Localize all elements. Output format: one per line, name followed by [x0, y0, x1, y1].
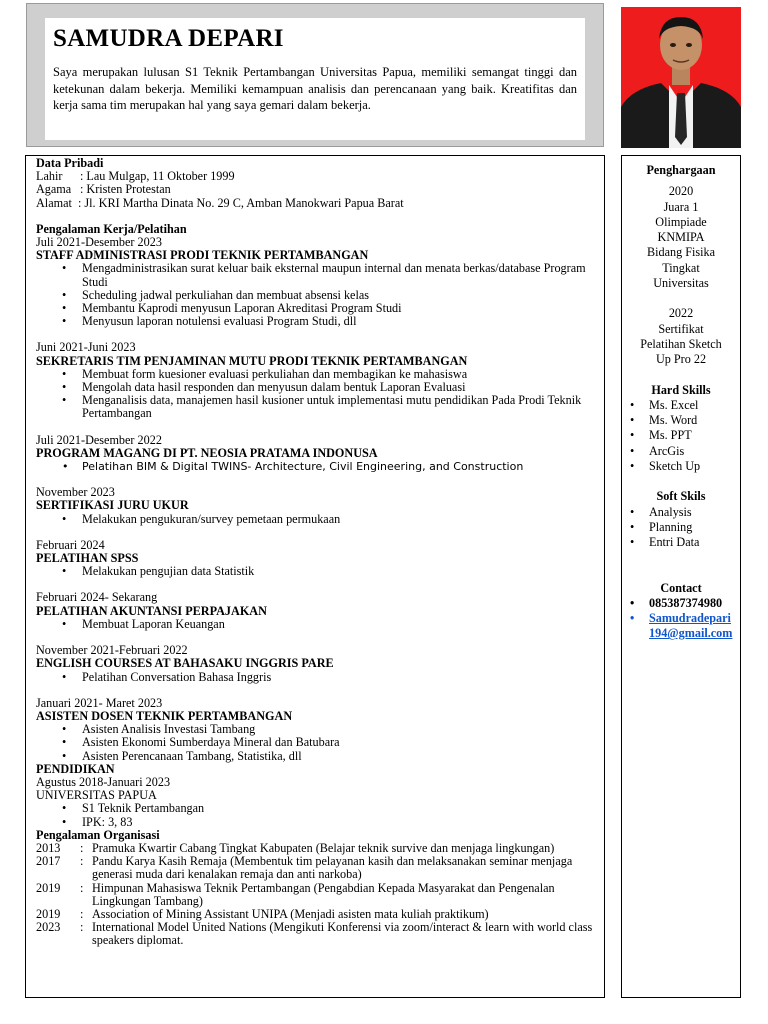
personal-value: : Lau Mulgap, 11 Oktober 1999: [80, 169, 235, 184]
profile-photo: [621, 7, 741, 148]
experience-bullet: • Pelatihan Conversation Bahasa Inggris: [82, 671, 594, 684]
experience-bullet: • Menyusun laporan notulensi evaluasi Program Studi, dll: [82, 315, 594, 328]
organization-year: 2019: [36, 906, 61, 921]
experience-period: Juli 2021-Desember 2023: [36, 235, 162, 250]
experience-bullets: [36, 618, 594, 631]
soft-skill-item: • Analysis: [649, 505, 740, 520]
header-panel: [26, 3, 604, 147]
soft-skills-list: [622, 505, 740, 551]
experience-title: PELATIHAN AKUNTANSI PERPAJAKAN: [36, 603, 267, 618]
award-item: 2020 Juara 1 Olimpiade KNMIPA Bidang Fisika Tingkat Universitas: [646, 184, 716, 291]
education-bullet: • S1 Teknik Pertambangan: [82, 802, 594, 815]
hard-skill-item: • Sketch Up: [649, 459, 740, 474]
profile-photo-image: [621, 7, 741, 148]
experience-bullet: • Mengolah data hasil responden dan menyusun dalam bentuk Laporan Evaluasi: [82, 381, 594, 394]
organization-row: [36, 855, 594, 881]
education-school: UNIVERSITAS PAPUA: [36, 788, 157, 803]
experience-bullet: • Mengadministrasikan surat keluar baik eksternal maupun internal dan menata berkas/database Program Studi: [82, 262, 594, 288]
experience-bullet: • Menganalisis data, manajemen hasil kusioner untuk implementasi mutu pendidikan Pada Prodi Teknik Pertambangan: [82, 394, 594, 420]
experience-title: SEKRETARIS TIM PENJAMINAN MUTU PRODI TEKNIK PERTAMBANGAN: [36, 353, 468, 368]
spacer: [622, 474, 740, 489]
experience-bullet: • Membuat form kuesioner evaluasi perkuliahan dan membagikan ke mahasiswa: [82, 368, 594, 381]
hard-skills-list: [622, 398, 740, 474]
experience-bullets: [36, 671, 594, 684]
personal-heading: Data Pribadi: [36, 156, 104, 170]
spacer: [36, 210, 594, 223]
experience-bullet: • Asisten Ekonomi Sumberdaya Mineral dan Batubara: [82, 736, 594, 749]
organization-separator: :: [80, 854, 84, 869]
organization-row: [36, 882, 594, 908]
experience-period: November 2023: [36, 485, 115, 500]
education-bullet: • IPK: 3, 83: [82, 816, 594, 829]
experience-period: Juli 2021-Desember 2022: [36, 432, 162, 447]
organization-separator: :: [80, 920, 84, 935]
spacer: [622, 368, 740, 383]
personal-value: : Jl. KRI Martha Dinata No. 29 C, Amban Manokwari Papua Barat: [78, 195, 404, 210]
spacer: [622, 291, 740, 306]
experience-title: PROGRAM MAGANG DI PT. NEOSIA PRATAMA INDONUSA: [36, 445, 378, 460]
hard-skills-heading: Hard Skills: [651, 382, 711, 397]
organization-text: Pandu Karya Kasih Remaja (Membentuk tim pelayanan kasih dan melaksanakan seminar menjaga generasi muda dari kenalakan remaja dan anti narkoba): [92, 854, 573, 882]
contact-list: [622, 596, 740, 642]
experience-bullet: • Pelatihan BIM & Digital TWINS- Architecture, Civil Engineering, and Construction: [82, 460, 594, 473]
personal-label: Lahir: [36, 169, 63, 184]
candidate-name: SAMUDRA DEPARI: [53, 25, 284, 52]
award-item: 2022 Sertifikat Pelatihan Sketch Up Pro 22: [640, 306, 722, 367]
spacer: [36, 684, 594, 697]
experience-title: SERTIFIKASI JURU UKUR: [36, 498, 189, 513]
main-content: [25, 155, 605, 998]
organization-text: Himpunan Mahasiswa Teknik Pertambangan (Pengabdian Kepada Masyarakat dan Pengenalan Lingkungan Tambang): [92, 880, 555, 908]
experience-bullets: [36, 262, 594, 328]
organization-text: Association of Mining Assistant UNIPA (Menjadi asisten mata kuliah praktikum): [92, 906, 489, 921]
header-inner: [45, 18, 585, 140]
organization-year: 2017: [36, 854, 61, 869]
experience-bullet: • Asisten Analisis Investasi Tambang: [82, 723, 594, 736]
spacer: [36, 421, 594, 434]
personal-row: [36, 183, 594, 196]
experience-period: Februari 2024: [36, 537, 105, 552]
spacer: [36, 473, 594, 486]
experience-title: STAFF ADMINISTRASI PRODI TEKNIK PERTAMBANGAN: [36, 248, 369, 263]
organization-row: [36, 921, 594, 947]
contact-heading: Contact: [660, 580, 702, 595]
email-link[interactable]: • Samudradepari194@gmail.com: [649, 611, 740, 642]
experience-period: Juni 2021-Juni 2023: [36, 340, 136, 355]
soft-skill-item: • Planning: [649, 520, 740, 535]
hard-skill-item: • ArcGis: [649, 444, 740, 459]
organization-separator: :: [80, 906, 84, 921]
spacer: [622, 156, 740, 163]
soft-skills-heading: Soft Skils: [656, 489, 706, 504]
hard-skill-item: • Ms. Excel: [649, 398, 740, 413]
personal-value: : Kristen Protestan: [80, 182, 171, 197]
education-bullets: [36, 802, 594, 828]
soft-skill-item: • Entri Data: [649, 535, 740, 550]
organization-text: Pramuka Kwartir Cabang Tingkat Kabupaten (Belajar teknik survive dan menjaga lingkungan): [92, 840, 555, 855]
experience-bullets: [36, 368, 594, 421]
experience-bullet: • Membuat Laporan Keuangan: [82, 618, 594, 631]
experience-title: PELATIHAN SPSS: [36, 551, 139, 566]
experience-bullet: • Melakukan pengukuran/survey pemetaan permukaan: [82, 513, 594, 526]
experience-bullets: [36, 460, 594, 473]
organization-year: 2019: [36, 880, 61, 895]
hard-skill-item: • Ms. PPT: [649, 428, 740, 443]
phone-number: • 085387374980: [649, 596, 740, 611]
personal-row: [36, 197, 594, 210]
experience-title: ASISTEN DOSEN TEKNIK PERTAMBANGAN: [36, 708, 293, 723]
hard-skill-item: • Ms. Word: [649, 413, 740, 428]
awards-heading: Penghargaan: [646, 163, 716, 177]
experience-bullets: [36, 723, 594, 763]
experience-bullet: • Melakukan pengujian data Statistik: [82, 565, 594, 578]
experience-period: Februari 2024- Sekarang: [36, 590, 158, 605]
organization-text: International Model United Nations (Mengikuti Konferensi via zoom/interact & learn with world class speakers diplomat.: [92, 920, 593, 948]
experience-title: ENGLISH COURSES AT BAHASAKU INGGRIS PARE: [36, 656, 334, 671]
profile-summary: Saya merupakan lulusan S1 Teknik Pertambangan Universitas Papua, memiliki semangat tinggi dan ketekunan dalam bekerja. Memiliki kemampuan analisis dan perencanaan yang baik. Kreatifitas dan kerja sama tim merupakan hal yang saya gemari dalam bekerja.: [53, 65, 577, 112]
experience-period: November 2021-Februari 2022: [36, 643, 188, 658]
organization-separator: :: [80, 880, 84, 895]
organization-year: 2013: [36, 840, 61, 855]
organization-year: 2023: [36, 920, 61, 935]
experience-heading: Pengalaman Kerja/Pelatihan: [36, 221, 187, 236]
experience-bullet: • Membantu Kaprodi menyusun Laporan Akreditasi Program Studi: [82, 302, 594, 315]
spacer: [622, 551, 740, 581]
experience-period: Januari 2021- Maret 2023: [36, 695, 163, 710]
experience-bullets: [36, 565, 594, 578]
experience-bullet: • Asisten Perencanaan Tambang, Statistika, dll: [82, 750, 594, 763]
sidebar: [621, 155, 741, 998]
education-heading: PENDIDIKAN: [36, 761, 115, 776]
experience-bullet: • Scheduling jadwal perkuliahan dan membuat absensi kelas: [82, 289, 594, 302]
personal-label: Alamat: [36, 195, 72, 210]
spacer: [36, 526, 594, 539]
experience-bullets: [36, 513, 594, 526]
education-period: Agustus 2018-Januari 2023: [36, 774, 171, 789]
personal-label: Agama: [36, 182, 72, 197]
organization-heading: Pengalaman Organisasi: [36, 827, 160, 842]
organization-separator: :: [80, 840, 84, 855]
